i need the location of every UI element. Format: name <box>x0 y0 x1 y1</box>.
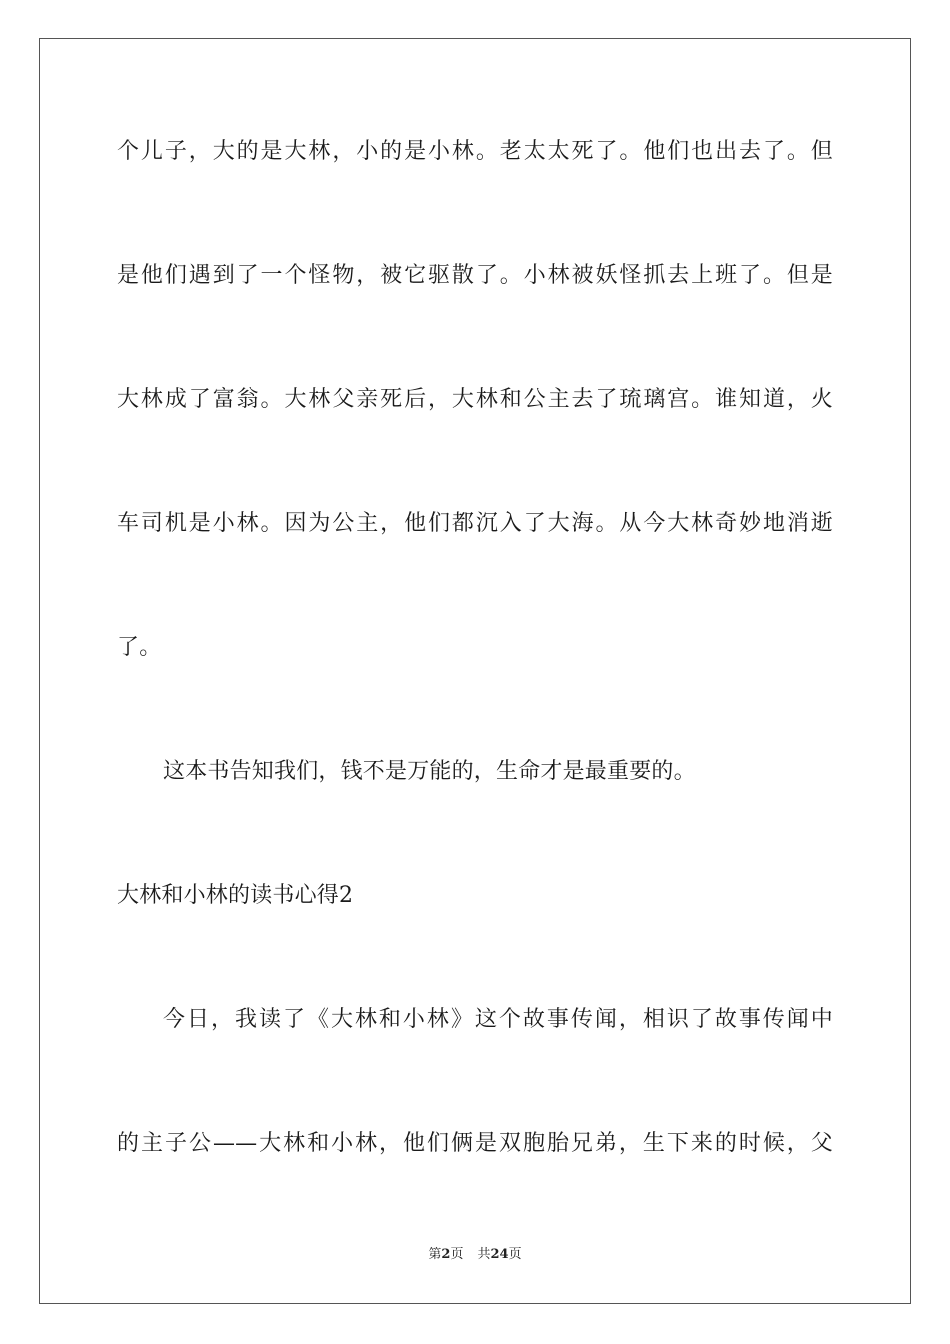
body-text-line: 今日，我读了《大林和小林》这个故事传闻，相识了故事传闻中 <box>163 1007 833 1032</box>
body-text-line: 的主子公——大林和小林，他们俩是双胞胎兄弟，生下来的时候，父 <box>117 1131 833 1156</box>
page-number: 2 <box>441 1247 451 1262</box>
paragraph-text: 这本书告知我们，钱不是万能的，生命才是最重要的。 <box>163 759 696 784</box>
total-prefix: 共 <box>477 1247 491 1262</box>
body-text-line: 大林成了富翁。大林父亲死后，大林和公主去了琉璃宫。谁知道，火 <box>117 387 833 412</box>
page-suffix: 页 <box>450 1247 464 1262</box>
body-text-line: 了。 <box>117 635 162 660</box>
body-text-line: 个儿子，大的是大林，小的是小林。老太太死了。他们也出去了。但 <box>117 139 833 164</box>
body-text-line: 是他们遇到了一个怪物，被它驱散了。小林被妖怪抓去上班了。但是 <box>117 263 833 288</box>
body-text-line: 车司机是小林。因为公主，他们都沉入了大海。从今大林奇妙地消逝 <box>117 511 833 536</box>
page-border <box>39 38 911 1304</box>
section-title: 大林和小林的读书心得2 <box>117 883 354 908</box>
page-footer <box>0 1246 950 1264</box>
total-pages: 24 <box>490 1247 509 1262</box>
total-suffix: 页 <box>508 1247 522 1262</box>
page-prefix: 第 <box>428 1247 442 1262</box>
